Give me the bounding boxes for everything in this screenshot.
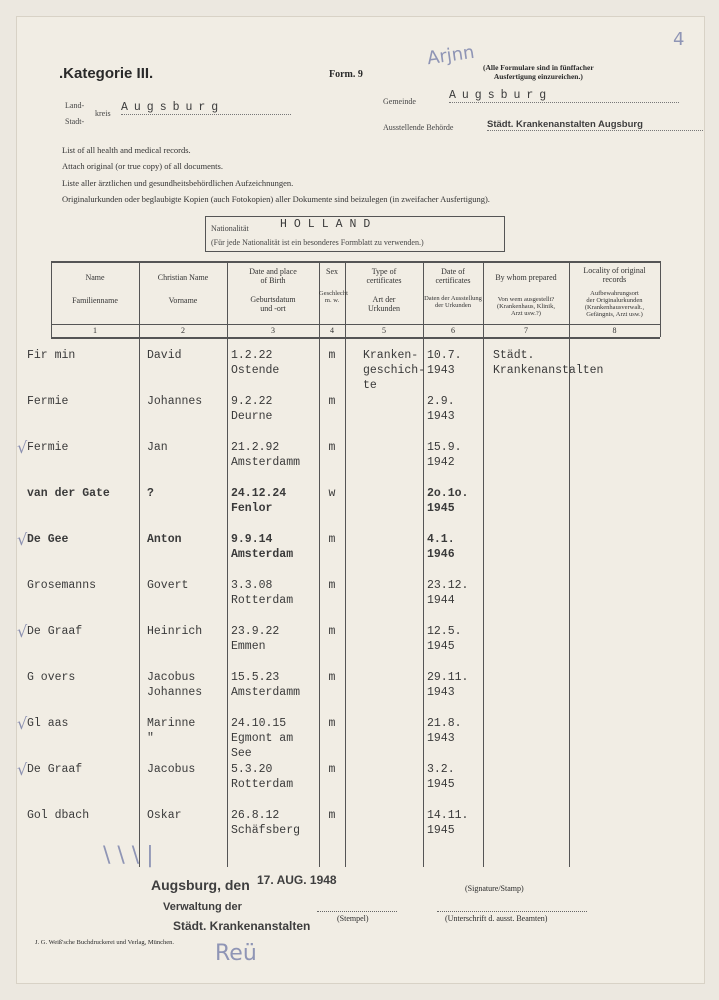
check-mark-icon: √ [17, 760, 28, 779]
cell-line: 1946 [427, 548, 455, 561]
cell-line: 24.12.24 [231, 487, 287, 500]
cell-sex [319, 486, 345, 501]
cell-line: m [328, 671, 336, 684]
cell-first [147, 624, 227, 639]
cell-birth [231, 348, 325, 378]
cell-sex [319, 624, 345, 639]
cell-line: 29.11. [427, 671, 469, 684]
cell-line: m [328, 625, 336, 638]
nationality-label: Nationalität [211, 224, 249, 233]
cell-sex [319, 394, 345, 409]
cell-line: Städt. [493, 349, 535, 362]
cell-surname [27, 486, 137, 501]
cell-line: 1943 [427, 686, 455, 699]
cell-first [147, 394, 227, 409]
cell-sex [319, 808, 345, 823]
cell-line: Deurne [231, 410, 273, 423]
table-right-border [660, 261, 661, 337]
cell-line: David [147, 349, 182, 362]
cell-surname [27, 348, 137, 363]
behoerde-value: Städt. Krankenanstalten Augsburg [487, 119, 703, 131]
cell-line: " [147, 732, 154, 745]
cell-line: See [231, 747, 252, 760]
cell-line: Rotterdam [231, 594, 294, 607]
cell-first [147, 578, 227, 593]
col-header-3: Date and place of Birth Geburtsdatum und -ort [249, 267, 297, 313]
stamp-line-2: Verwaltung der [163, 901, 242, 913]
col-number-2: 2 [181, 326, 185, 335]
cell-first [147, 348, 227, 363]
cell-line: 24.10.15 [231, 717, 287, 730]
cell-line: Govert [147, 579, 189, 592]
cell-line: Amsterdam [231, 548, 294, 561]
form-number: Form. 9 [329, 69, 363, 80]
cell-line: 2.9. [427, 395, 455, 408]
cell-line: 4.1. [427, 533, 455, 546]
stadt-label: Stadt- [65, 117, 85, 126]
cell-first [147, 670, 227, 700]
col-header-5: Type of certificates Art der Urkunden [366, 267, 402, 313]
pencil-signature: Reü [215, 941, 257, 966]
check-mark-icon: √ [17, 622, 28, 641]
cell-birth [231, 394, 325, 424]
cell-surname [27, 394, 137, 409]
cell-sex [319, 716, 345, 731]
cell-line: 23.9.22 [231, 625, 280, 638]
cell-line: Rotterdam [231, 778, 294, 791]
cell-sex [319, 440, 345, 455]
form-sheet [16, 16, 705, 984]
signature-stamp-label: (Signature/Stamp) [465, 884, 524, 893]
cell-sex [319, 670, 345, 685]
cell-line: Grosemanns [27, 579, 97, 592]
gemeinde-label: Gemeinde [383, 97, 416, 106]
cell-date [427, 808, 487, 838]
category-title: .Kategorie III. [59, 65, 154, 82]
cell-surname [27, 532, 137, 547]
cell-line: Schäfsberg [231, 824, 301, 837]
cell-line: m [328, 533, 336, 546]
cell-line: m [328, 809, 336, 822]
cell-line: 26.8.12 [231, 809, 280, 822]
col-header-4: Sex Geschlecht m. w. [319, 267, 348, 304]
col-divider-4 [345, 261, 346, 867]
cell-line: 21.8. [427, 717, 462, 730]
cell-date [427, 532, 487, 562]
land-label: Land- [65, 101, 85, 110]
col-header-2: Christian Name Vorname [157, 273, 209, 305]
col-header-1: Name Familienname [72, 273, 118, 305]
cell-first [147, 808, 227, 823]
instruction-3: Liste aller ärztlichen und gesundheitsbehördlichen Aufzeichnungen. [62, 178, 294, 188]
cell-line: Gol dbach [27, 809, 90, 822]
col-divider-2 [227, 261, 228, 867]
nationality-box [205, 216, 505, 252]
cell-line: De Graaf [27, 763, 83, 776]
cell-surname [27, 440, 137, 455]
cell-line: geschich- [363, 364, 426, 377]
col-number-5: 5 [382, 326, 386, 335]
cell-surname [27, 762, 137, 777]
printer-credit: J. G. Weiß'sche Buchdruckerei und Verlag, München. [35, 939, 175, 946]
cell-surname [27, 670, 137, 685]
cell-line: ? [147, 487, 154, 500]
cell-first [147, 716, 227, 746]
col-header-7: By whom prepared Von wem ausgestellt? (Krankenhaus, Klinik, Arzt usw.?) [495, 273, 557, 317]
cell-birth [231, 578, 325, 608]
cell-date [427, 624, 487, 654]
cell-first [147, 762, 227, 777]
col-number-4: 4 [330, 326, 334, 335]
cell-line: Johannes [147, 395, 203, 408]
cell-line: Kranken- [363, 349, 419, 362]
cell-line: 1944 [427, 594, 455, 607]
cell-date [427, 348, 487, 378]
cell-surname [27, 808, 137, 823]
cell-line: Fermie [27, 441, 69, 454]
cell-date [427, 762, 487, 792]
signature-label: (Unterschrift d. ausst. Beamten) [445, 914, 548, 923]
nationality-note: (Für jede Nationalität ist ein besonderes Formblatt zu verwenden.) [211, 238, 424, 247]
cell-sex [319, 762, 345, 777]
cell-line: 1945 [427, 778, 455, 791]
cell-line: Emmen [231, 640, 266, 653]
cell-line: Johannes [147, 686, 203, 699]
cell-line: De Gee [27, 533, 69, 546]
cell-line: 9.9.14 [231, 533, 273, 546]
cell-line: Amsterdamm [231, 686, 301, 699]
signature-line [437, 911, 587, 912]
cell-birth [231, 808, 325, 838]
stamp-date: 17. AUG. 1948 [257, 873, 337, 887]
cell-line: 5.3.20 [231, 763, 273, 776]
cell-birth [231, 624, 325, 654]
cell-line: 14.11. [427, 809, 469, 822]
cell-line: Anton [147, 533, 182, 546]
cell-type [363, 348, 433, 393]
cell-first [147, 486, 227, 501]
check-mark-icon: √ [17, 438, 28, 457]
cell-surname [27, 716, 137, 731]
cell-sex [319, 532, 345, 547]
kreis-value: Augsburg [121, 101, 291, 115]
cell-line: m [328, 395, 336, 408]
kreis-label: kreis [95, 109, 111, 118]
behoerde-label: Ausstellende Behörde [383, 123, 454, 132]
cell-line: Oskar [147, 809, 182, 822]
stempel-line [317, 911, 397, 912]
cell-line: 10.7. [427, 349, 462, 362]
cell-line: 1945 [427, 502, 455, 515]
cell-line: G overs [27, 671, 76, 684]
nationality-value: HOLLAND [280, 218, 378, 231]
cell-line: 23.12. [427, 579, 469, 592]
col-header-6: Date of certificates Daten der Ausstellung der Urkunden [424, 267, 482, 309]
cell-line: Fenlor [231, 502, 273, 515]
pencil-annotation: Arjnn [425, 41, 476, 70]
cell-sex [319, 578, 345, 593]
cell-date [427, 440, 487, 470]
cell-line: Fir min [27, 349, 76, 362]
cell-line: 1945 [427, 824, 455, 837]
cell-line: Marinne [147, 717, 196, 730]
cell-surname [27, 624, 137, 639]
cell-line: Jacobus [147, 671, 196, 684]
stempel-label: (Stempel) [337, 914, 369, 923]
instruction-4: Originalurkunden oder beglaubigte Kopien (auch Fotokopien) aller Dokumente sind beizulegen (in zweifacher Ausfertigung). [62, 194, 490, 204]
instruction-1: List of all health and medical records. [62, 145, 191, 155]
cell-line: 21.2.92 [231, 441, 280, 454]
cell-line: Jan [147, 441, 168, 454]
cell-line: van der Gate [27, 487, 110, 500]
cell-line: 1945 [427, 640, 455, 653]
gemeinde-value: Augsburg [449, 89, 679, 103]
cell-by [493, 348, 643, 378]
cell-line: 15.9. [427, 441, 462, 454]
cell-date [427, 670, 487, 700]
cell-line: m [328, 579, 336, 592]
check-mark-icon: √ [17, 714, 28, 733]
cell-line: Fermie [27, 395, 69, 408]
cell-line: 3.2. [427, 763, 455, 776]
cell-line: 1942 [427, 456, 455, 469]
cell-line: Heinrich [147, 625, 203, 638]
cell-line: m [328, 349, 336, 362]
page-number-pencil: 4 [673, 29, 685, 50]
cell-line: w [328, 487, 336, 500]
cell-line: 3.3.08 [231, 579, 273, 592]
cell-birth [231, 440, 325, 470]
check-mark-icon: √ [17, 530, 28, 549]
cell-first [147, 532, 227, 547]
cell-first [147, 440, 227, 455]
cell-line: Egmont am [231, 732, 294, 745]
cell-line: 9.2.22 [231, 395, 273, 408]
cell-line: m [328, 717, 336, 730]
cell-date [427, 486, 487, 516]
instruction-note: (Alle Formulare sind in fünffacher Ausfertigung einzureichen.) [483, 63, 594, 81]
cell-line: m [328, 441, 336, 454]
cell-line: 12.5. [427, 625, 462, 638]
cell-line: 1943 [427, 364, 455, 377]
stamp-line-3: Städt. Krankenanstalten [173, 919, 311, 933]
cell-line: 1943 [427, 410, 455, 423]
cell-line: 15.5.23 [231, 671, 280, 684]
cell-line: m [328, 763, 336, 776]
cell-line: Amsterdamm [231, 456, 301, 469]
cell-line: Gl aas [27, 717, 69, 730]
col-header-8: Locality of original records Aufbewahrungsort der Originalurkunden (Krankenhausverwalt., Gefängnis, Arzt usw.) [583, 266, 646, 318]
col-divider-1 [139, 261, 140, 867]
cell-birth [231, 670, 325, 700]
cell-surname [27, 578, 137, 593]
cell-line: 2o.1o. [427, 487, 469, 500]
col-number-3: 3 [271, 326, 275, 335]
cell-birth [231, 486, 325, 516]
cell-line: 1943 [427, 732, 455, 745]
cell-date [427, 716, 487, 746]
col-number-1: 1 [93, 326, 97, 335]
instruction-2: Attach original (or true copy) of all documents. [62, 161, 223, 171]
cell-birth [231, 762, 325, 792]
cell-line: te [363, 379, 377, 392]
col-number-6: 6 [451, 326, 455, 335]
pencil-strokes: \ \ \ | [103, 843, 154, 868]
col-number-8: 8 [612, 326, 617, 335]
stamp-city: Augsburg, den [151, 877, 250, 893]
cell-date [427, 578, 487, 608]
cell-line: Ostende [231, 364, 280, 377]
cell-line: De Graaf [27, 625, 83, 638]
cell-sex [319, 348, 345, 363]
cell-line: Jacobus [147, 763, 196, 776]
col-number-7: 7 [524, 326, 528, 335]
cell-birth [231, 716, 325, 761]
cell-line: 1.2.22 [231, 349, 273, 362]
cell-line: Krankenanstalten [493, 364, 604, 377]
cell-date [427, 394, 487, 424]
cell-birth [231, 532, 325, 562]
